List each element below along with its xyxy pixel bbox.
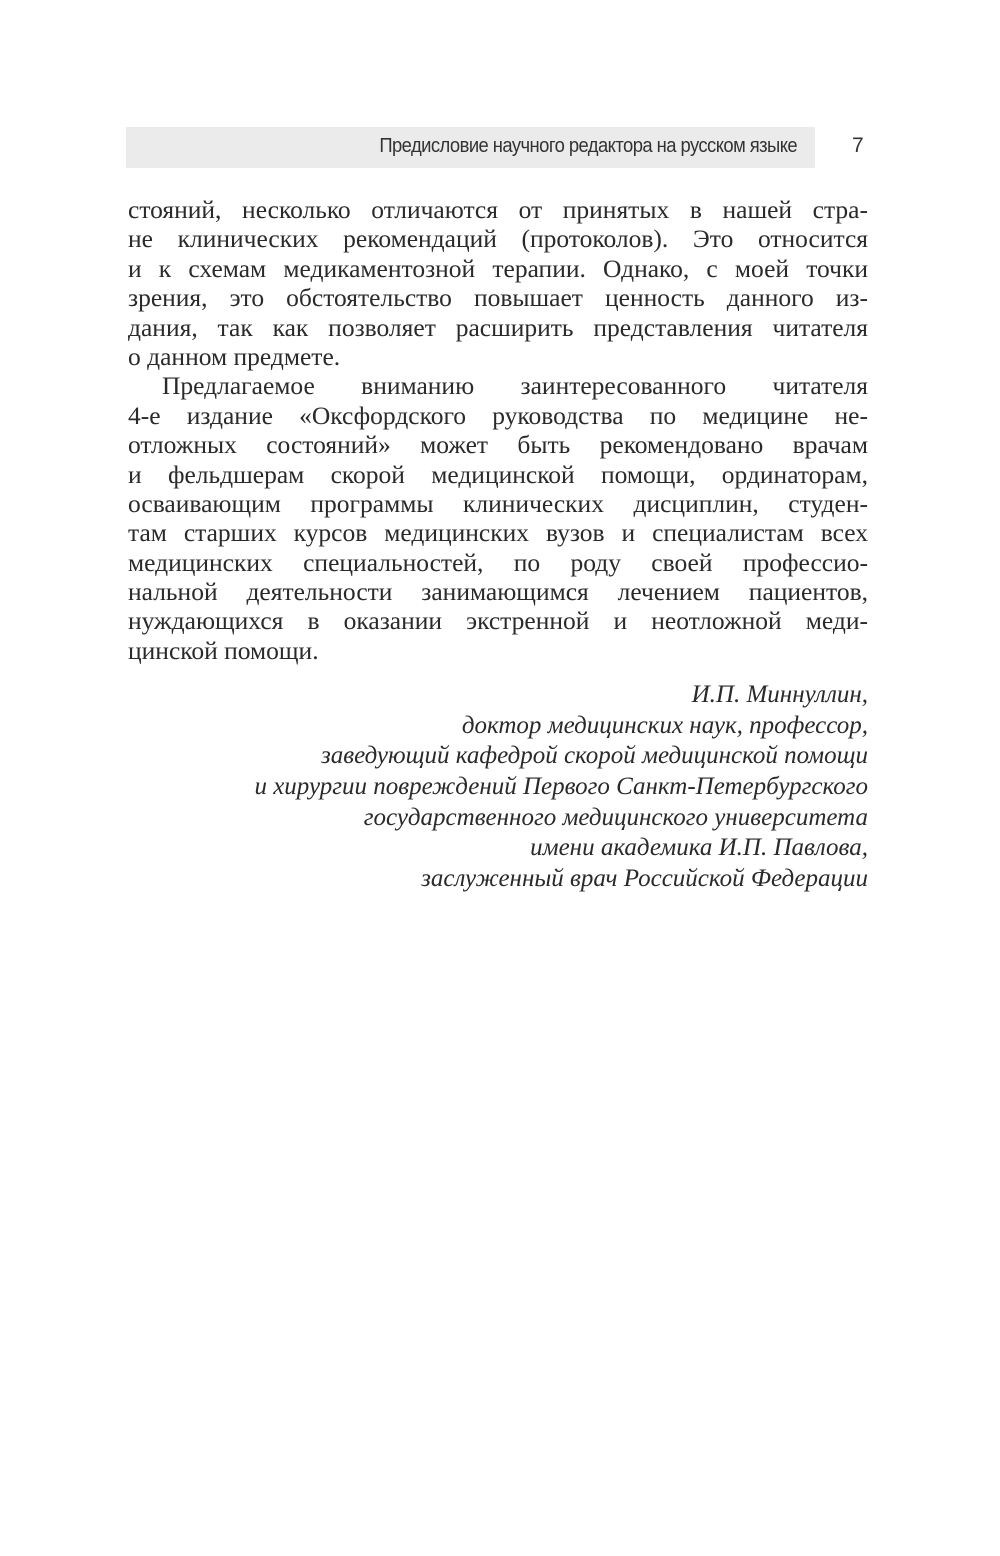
text-line: цинской помощи. <box>128 635 319 665</box>
paragraph-2 <box>128 371 868 665</box>
text-line: и фельдшерам скорой медицинской помощи, ординаторам, <box>128 459 868 489</box>
page-number: 7 <box>852 134 864 157</box>
text-line: там старших курсов медицинских вузов и специалистам всех <box>128 518 868 548</box>
text-line: отложных состояний» может быть рекомендовано врачам <box>128 430 868 460</box>
text-line: зрения, это обстоятельство повышает ценность данного из- <box>128 283 868 313</box>
text-line: 4-е издание «Оксфордского руководства по медицине не- <box>128 400 868 430</box>
author-name: И.П. Миннуллин, <box>691 681 868 708</box>
running-header <box>126 127 815 168</box>
text-line: осваивающим программы клинических дисциплин, студен- <box>128 488 868 518</box>
running-header-title: Предисловие научного редактора на русском языке <box>379 135 797 157</box>
text-line: Предлагаемое вниманию заинтересованного читателя <box>162 371 868 401</box>
author-credential: имени академика И.П. Павлова, <box>530 834 868 862</box>
text-line: дания, так как позволяет расширить представления читателя <box>128 312 868 342</box>
text-line: нальной деятельности занимающимся лечением пациентов, <box>128 577 868 607</box>
body-text <box>128 195 868 665</box>
paragraph-1 <box>128 195 868 371</box>
text-line: стояний, несколько отличаются от принятых в нашей стра- <box>128 195 868 224</box>
text-line: нуждающихся в оказании экстренной и неотложной меди- <box>128 606 868 636</box>
author-credential: заслуженный врач Российской Федерации <box>421 865 868 893</box>
author-credential: и хирургии повреждений Первого Санкт-Петербургского <box>254 773 868 801</box>
text-line: не клинических рекомендаций (протоколов). Это относится <box>128 224 868 254</box>
text-line: медицинских специальностей, по роду своей профессио- <box>128 547 868 577</box>
author-credential: государственного медицинского университета <box>363 803 868 831</box>
text-line: о данном предмете. <box>128 341 341 371</box>
text-line: и к схемам медикаментозной терапии. Однако, с моей точки <box>128 253 868 283</box>
author-credential: доктор медицинских наук, профессор, <box>461 711 868 739</box>
author-credential: заведующий кафедрой скорой медицинской помощи <box>321 742 868 770</box>
author-signature <box>254 680 868 895</box>
